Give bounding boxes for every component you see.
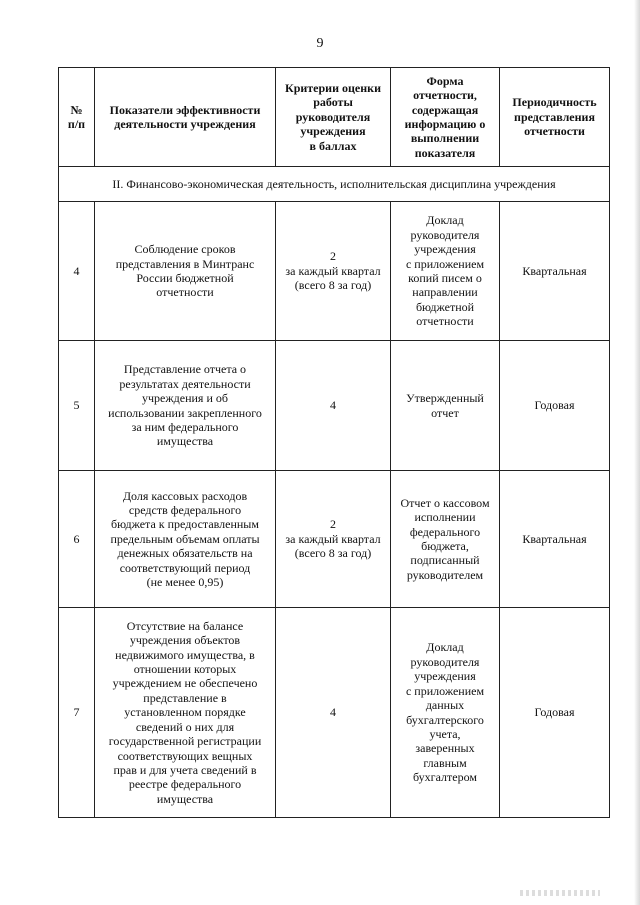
row-periodicity: Годовая [500,608,610,818]
header-report-form: Форма отчетности, содержащая информацию о выполнении показателя [391,68,500,167]
page-number: 9 [316,36,324,51]
row-periodicity: Квартальная [500,202,610,341]
row-periodicity: Квартальная [500,471,610,608]
row-criteria: 2 за каждый квартал (всего 8 за год) [276,202,391,341]
header-number: № п/п [59,68,95,167]
row-report-form: Отчет о кассовом исполнении федерального бюджета, подписанный руководителем [391,471,500,608]
row-number: 4 [59,202,95,341]
table-row [59,341,610,471]
row-indicator: Отсутствие на балансе учреждения объектов недвижимого имущества, в отношении которых учреждением не обеспечено представление в установленном порядке сведений о них для государственной регистрации соответствующих вещных прав и для учета сведений в реестре федерального имущества [95,608,276,818]
row-criteria: 2 за каждый квартал (всего 8 за год) [276,471,391,608]
section-title: II. Финансово-экономическая деятельность, исполнительская дисциплина учреждения [59,167,610,202]
row-periodicity: Годовая [500,341,610,471]
row-criteria: 4 [276,341,391,471]
scan-edge-shadow [634,0,640,905]
header-criteria: Критерии оценки работы руководителя учреждения в баллах [276,68,391,167]
header-indicator: Показатели эффективности деятельности учреждения [95,68,276,167]
table-row [59,471,610,608]
row-indicator: Соблюдение сроков представления в Минтранс России бюджетной отчетности [95,202,276,341]
row-number: 7 [59,608,95,818]
scan-artifact [520,890,600,896]
table-row [59,608,610,818]
table-header-row [59,68,610,167]
row-number: 5 [59,341,95,471]
row-number: 6 [59,471,95,608]
table-row [59,202,610,341]
row-report-form: Доклад руководителя учреждения с приложением копий писем о направлении бюджетной отчетности [391,202,500,341]
row-report-form: Утвержденный отчет [391,341,500,471]
row-report-form: Доклад руководителя учреждения с приложением данных бухгалтерского учета, заверенных главным бухгалтером [391,608,500,818]
row-indicator: Доля кассовых расходов средств федерального бюджета к предоставленным предельным объемам оплаты денежных обязательств на соответствующий период (не менее 0,95) [95,471,276,608]
indicators-table [58,67,610,818]
section-row [59,167,610,202]
row-criteria: 4 [276,608,391,818]
header-periodicity: Периодичность представления отчетности [500,68,610,167]
row-indicator: Представление отчета о результатах деятельности учреждения и об использовании закрепленного за ним федерального имущества [95,341,276,471]
